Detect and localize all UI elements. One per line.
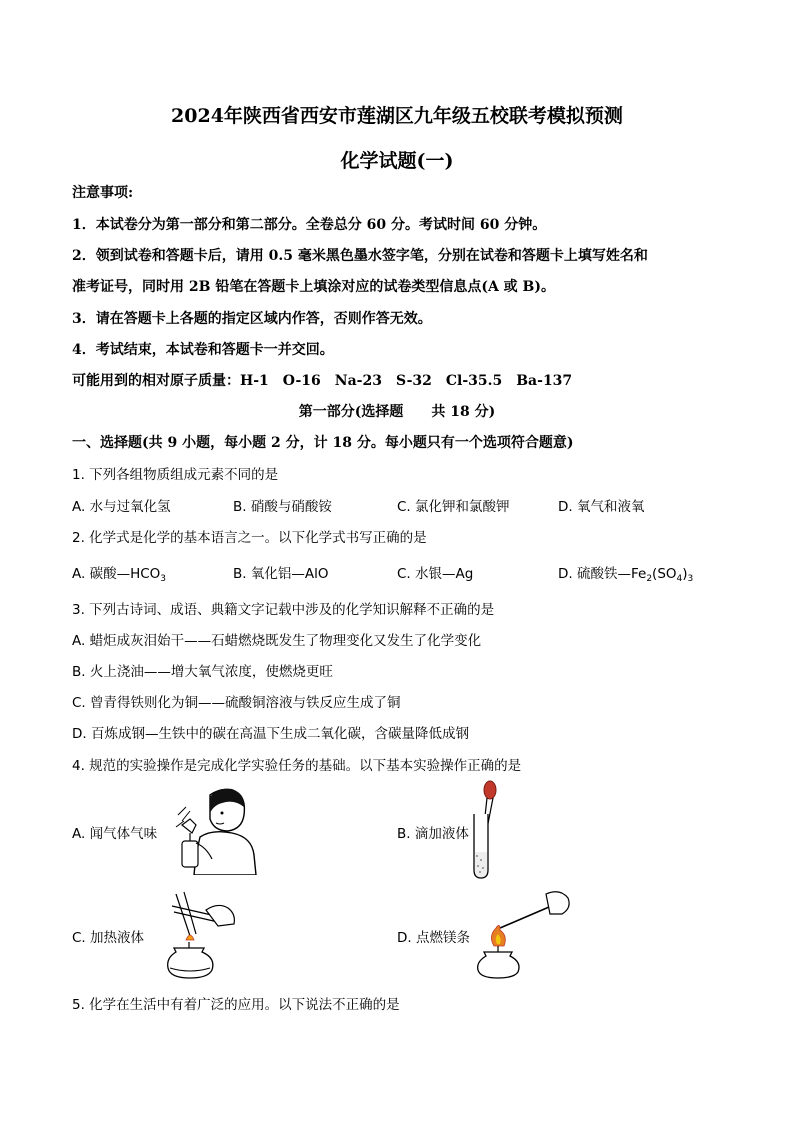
dropper-test-tube-figure [468,778,504,880]
question-1-option-c: C. 氯化钾和氯酸钾 [397,499,510,515]
question-1-option-a: A. 水与过氧化氢 [72,499,171,515]
note-item-2a: 2．领到试卷和答题卡后，请用 0.5 毫米黑色墨水签字笔，分别在试卷和答题卡上填写姓名和 [72,248,648,264]
question-4-option-b: B. 滴加液体 [397,826,469,842]
q2-d-label: D. 硫酸铁—Fe [558,566,647,582]
exam-subtitle: 化学试题(一) [340,150,454,172]
question-1-option-d: D. 氧气和液氧 [558,499,645,515]
q2-d-sub1: 2 [646,574,653,584]
note-item-2b: 准考证号，同时用 2B 铅笔在答题卡上填涂对应的试卷类型信息点(A 或 B)。 [72,279,556,295]
atomic-masses: 可能用到的相对原子质量：H-1 O-16 Na-23 S-32 Cl-35.5 Ba-137 [72,373,573,389]
question-5-stem: 5. 化学在生活中有着广泛的应用。以下说法不正确的是 [72,997,400,1013]
q2-a-subscript: 3 [160,574,167,584]
q2-a-label: A. 碳酸—HCO [72,566,161,582]
question-2-option-b: B. 氧化铝—AlO [233,566,329,582]
heating-liquid-figure [146,888,238,980]
question-1-option-b: B. 硝酸与硝酸铵 [233,499,332,515]
exam-title: 2024年陕西省西安市莲湖区九年级五校联考模拟预测 [171,105,623,127]
question-4-option-a: A. 闻气体气味 [72,826,158,842]
question-2-stem: 2. 化学式是化学的基本语言之一。以下化学式书写正确的是 [72,530,427,546]
question-3-option-a: A. 蜡炬成灰泪始干——石蜡燃烧既发生了物理变化又发生了化学变化 [72,633,482,649]
question-3-option-d: D. 百炼成钢—生铁中的碳在高温下生成二氧化碳，含碳量降低成钢 [72,726,469,742]
question-4-option-c: C. 加热液体 [72,930,145,946]
question-3-option-c: C. 曾青得铁则化为铜——硫酸铜溶液与铁反应生成了铜 [72,695,401,711]
q2-d-sub3: 3 [687,574,694,584]
note-item-1: 1．本试卷分为第一部分和第二部分。全卷总分 60 分。考试时间 60 分钟。 [72,217,547,233]
question-3-stem: 3. 下列古诗词、成语、典籍文字记载中涉及的化学知识解释不正确的是 [72,602,495,618]
note-item-4: 4．考试结束，本试卷和答题卡一并交回。 [72,342,334,358]
igniting-magnesium-figure [470,888,572,980]
q2-d-end: ) [682,566,688,582]
section-heading: 一、选择题(共 9 小题，每小题 2 分，计 18 分。每小题只有一个选项符合题意) [72,435,574,451]
question-4-option-d: D. 点燃镁条 [397,930,470,946]
question-2-option-c: C. 水银—Ag [397,566,474,582]
question-4-stem: 4. 规范的实验操作是完成化学实验任务的基础。以下基本实验操作正确的是 [72,758,522,774]
question-2-option-d [558,562,693,584]
notes-heading: 注意事项: [72,185,134,201]
part-one-heading: 第一部分(选择题 共 18 分) [298,404,496,420]
q2-d-sub2: 4 [676,574,683,584]
question-1-stem: 1. 下列各组物质组成元素不同的是 [72,467,279,483]
question-2-option-a [72,562,166,584]
smelling-gas-figure [172,785,264,875]
question-3-option-b: B. 火上浇油——增大氧气浓度，使燃烧更旺 [72,664,333,680]
q2-d-mid: (SO [652,566,677,582]
note-item-3: 3．请在答题卡上各题的指定区域内作答，否则作答无效。 [72,311,432,327]
